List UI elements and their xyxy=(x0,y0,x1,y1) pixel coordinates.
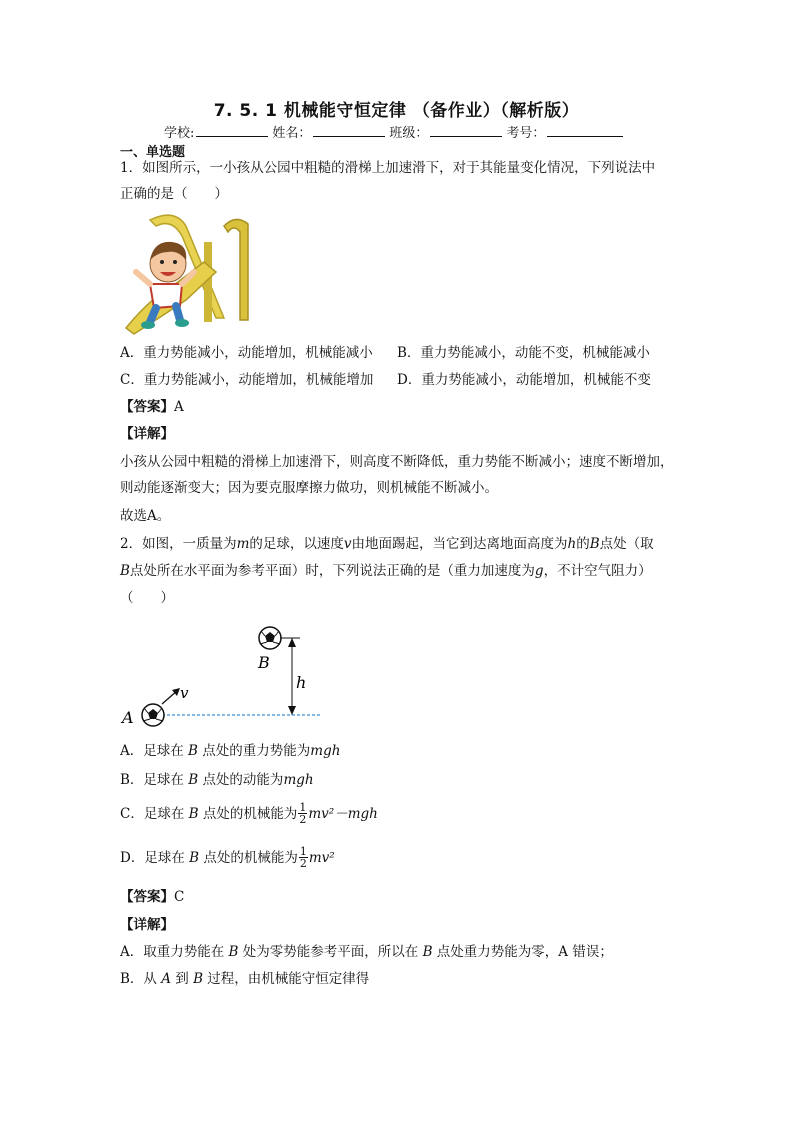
q1-detail-line1: 小孩从公园中粗糙的滑梯上加速滑下，则高度不断降低，重力势能不断减小；速度不断增加， xyxy=(120,454,674,470)
q2-text: 的足球，以速度 xyxy=(249,536,344,552)
q1-stem-line2: 正确的是（ ） xyxy=(120,186,228,202)
page-title: 7. 5. 1 机械能守恒定律 （备作业）（解析版） xyxy=(213,101,580,121)
q2-stem-line1 xyxy=(120,534,654,554)
fraction-half: $\frac{1}{2}$ xyxy=(299,845,307,870)
var-m: m xyxy=(236,536,250,552)
section-heading: 一、单选题 xyxy=(120,145,186,160)
q2-option-b xyxy=(120,770,314,790)
q1-stem-line1: 1．如图所示，一小孩从公园中粗糙的滑梯上加速滑下，对于其能量变化情况，下列说法中 xyxy=(120,160,656,176)
slide-child-illustration xyxy=(120,212,250,336)
class-label: 班级： xyxy=(389,126,429,141)
q2-detail-b xyxy=(120,969,369,989)
var-b: B xyxy=(188,772,199,788)
q2-text: 的 xyxy=(576,536,590,552)
var-b: B xyxy=(188,743,198,759)
expr-mgh: mgh xyxy=(310,743,341,759)
ball-b-icon xyxy=(259,627,281,649)
var-g: g xyxy=(534,563,544,579)
expr-mv2: mv² xyxy=(308,849,335,866)
q1-option-a: A．重力势能减小，动能增加，机械能减小 xyxy=(120,345,373,361)
opt-text: ．足球在 xyxy=(129,743,184,759)
answer-value: C xyxy=(174,889,185,905)
class-blank[interactable] xyxy=(430,124,502,137)
q2-text: 2．如图，一质量为 xyxy=(120,536,237,552)
var-b: B xyxy=(193,971,203,987)
fraction-half: $\frac{1}{2}$ xyxy=(299,801,307,826)
expr-minus-mgh: －mgh xyxy=(334,805,378,822)
student-info-row xyxy=(164,122,627,141)
school-label: 学校: xyxy=(164,126,195,141)
q1-option-b: B．重力势能减小，动能不变，机械能减小 xyxy=(397,345,650,361)
name-label: 姓名： xyxy=(272,126,312,141)
q2-answer xyxy=(120,887,184,907)
q1-option-d: D．重力势能减小，动能增加，机械能不变 xyxy=(397,372,651,388)
exam-no-blank[interactable] xyxy=(547,124,623,137)
opt-text: ．足球在 xyxy=(130,805,185,822)
q2-text: 点处（取 xyxy=(599,536,654,552)
var-v: v xyxy=(343,536,352,552)
q1-option-c: C．重力势能减小，动能增加，机械能增加 xyxy=(120,372,374,388)
var-b: B xyxy=(188,805,199,822)
var-h: h xyxy=(567,536,577,552)
var-a: A xyxy=(161,971,171,987)
ball-a-icon xyxy=(142,704,164,726)
opt-letter: B xyxy=(120,772,130,788)
opt-letter: A xyxy=(120,743,130,759)
detail-text: 过程，由机械能守恒定律得 xyxy=(207,971,370,987)
detail-text: 到 xyxy=(175,971,189,987)
q1-conclusion: 故选A。 xyxy=(120,508,171,524)
expr-mgh: mgh xyxy=(283,772,314,788)
detail-text: A．取重力势能在 xyxy=(120,944,225,960)
exam-no-label: 考号： xyxy=(506,126,546,141)
var-b: B xyxy=(120,563,130,579)
q2-option-a xyxy=(120,741,340,761)
detail-text: 处为零势能参考平面，所以在 xyxy=(242,944,419,960)
q2-detail-label: 【详解】 xyxy=(120,917,174,933)
name-blank[interactable] xyxy=(313,124,385,137)
q2-detail-a xyxy=(120,942,613,962)
label-b: B xyxy=(258,653,270,672)
opt-text: 点处的机械能为 xyxy=(203,849,298,866)
opt-letter: C xyxy=(120,805,131,822)
q1-detail-label: 【详解】 xyxy=(120,426,174,442)
q1-detail-line2: 则动能逐渐变大；因为要克服摩擦力做功，则机械能不断减小。 xyxy=(120,480,498,496)
opt-text: ．足球在 xyxy=(129,772,184,788)
q2-text: 由地面踢起，当它到达离地面高度为 xyxy=(351,536,568,552)
school-blank[interactable] xyxy=(196,124,268,137)
q2-text: ，不计空气阻力） xyxy=(543,563,652,579)
opt-letter: D xyxy=(120,849,131,866)
detail-text: 点处重力势能为零，A 错误； xyxy=(436,944,613,960)
var-b: B xyxy=(589,536,600,552)
label-h: h xyxy=(296,673,307,692)
q2-option-c xyxy=(120,802,378,825)
detail-text: B．从 xyxy=(120,971,157,987)
expr-mv2: mv² xyxy=(308,805,335,822)
answer-value: A xyxy=(174,399,184,415)
ball-trajectory-diagram xyxy=(120,620,330,730)
q2-stem-line3: （ ） xyxy=(120,590,174,606)
label-a: A xyxy=(122,708,134,727)
answer-label: 【答案】 xyxy=(120,889,174,905)
answer-label: 【答案】 xyxy=(120,399,174,415)
q2-stem-line2 xyxy=(120,561,652,581)
opt-text: ．足球在 xyxy=(130,849,185,866)
q2-option-d xyxy=(120,846,335,869)
opt-text: 点处的机械能为 xyxy=(202,805,298,822)
var-b: B xyxy=(189,849,200,866)
q2-text: 点处所在水平面为参考平面）时，下列说法正确的是（重力加速度为 xyxy=(129,563,535,579)
var-b: B xyxy=(228,944,239,960)
opt-text: 点处的重力势能为 xyxy=(202,743,311,759)
var-b: B xyxy=(422,944,433,960)
label-v: v xyxy=(180,684,189,702)
opt-text: 点处的动能为 xyxy=(202,772,284,788)
q1-answer xyxy=(120,397,184,417)
